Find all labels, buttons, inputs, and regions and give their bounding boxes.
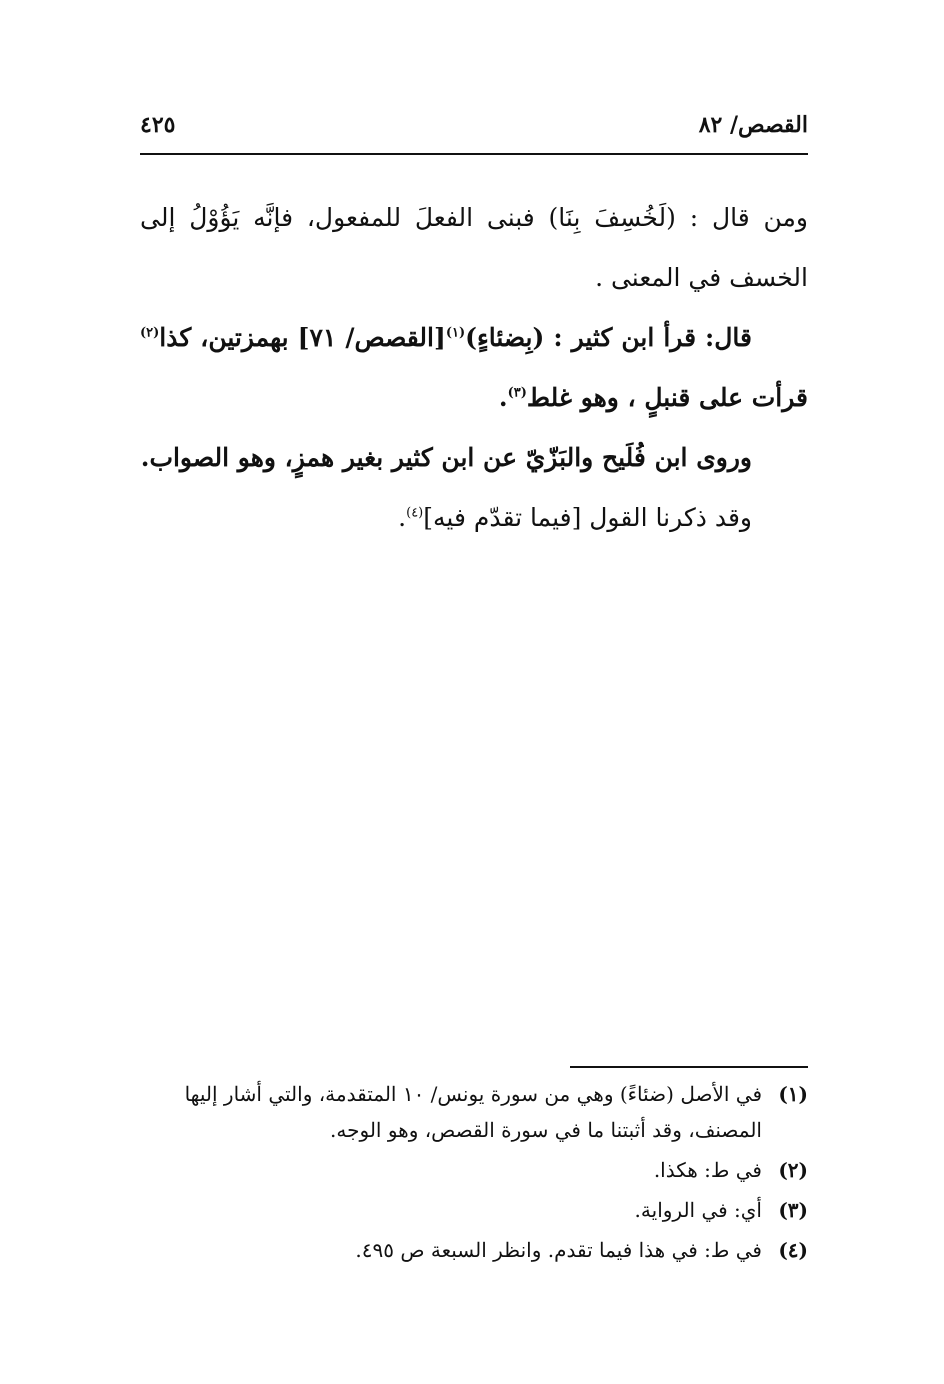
paragraph-4 bbox=[140, 488, 808, 548]
paragraph-2-part-b: [القصص/ ٧١] بهمزتين، كذا bbox=[159, 323, 446, 352]
page-number: ٤٢٥ bbox=[140, 112, 176, 138]
footnote-ref-2[interactable]: (٢) bbox=[140, 325, 160, 341]
footnote-number: (١) bbox=[778, 1082, 808, 1106]
footnote-number: (٣) bbox=[778, 1198, 808, 1222]
footnote-text: في الأصل (ضئاءً) وهي من سورة يونس/ ١٠ المتقدمة، والتي أشار إليها المصنف، وقد أثبتنا ما في سورة القصص، وهو الوجه. bbox=[184, 1082, 762, 1142]
footnote-rule bbox=[570, 1066, 808, 1068]
paragraph-4-part-b: . bbox=[398, 503, 407, 532]
footnote-ref-1[interactable]: (١) bbox=[445, 325, 466, 341]
footnotes bbox=[140, 1076, 808, 1272]
paragraph-2-part-a: قال: قرأ ابن كثير : (بِضئاءٍ) bbox=[465, 323, 753, 352]
main-text bbox=[140, 188, 808, 548]
paragraph-3: وروى ابن فُلَيح والبَزّيّ عن ابن كثير بغير همزٍ، وهو الصواب. bbox=[140, 443, 752, 472]
surah-reference: القصص/ ٨٢ bbox=[698, 112, 808, 138]
footnote-ref-3[interactable]: (٣) bbox=[507, 385, 527, 401]
paragraph-2-part-d: . bbox=[498, 383, 508, 412]
paragraph-2 bbox=[140, 308, 808, 428]
footnote-4 bbox=[140, 1232, 808, 1268]
footnote-number: (٤) bbox=[778, 1238, 808, 1262]
header-rule bbox=[140, 153, 808, 155]
running-header bbox=[140, 112, 808, 148]
footnote-text: أي: في الرواية. bbox=[634, 1198, 762, 1222]
footnote-1 bbox=[140, 1076, 808, 1148]
paragraph-4-part-a: وقد ذكرنا القول [فيما تقدّم فيه] bbox=[423, 503, 752, 532]
footnote-number: (٢) bbox=[778, 1158, 808, 1182]
paragraph-2-part-c: قرأت على قنبلٍ ، وهو غلط bbox=[526, 383, 808, 412]
footnote-ref-4[interactable]: (٤) bbox=[406, 505, 424, 521]
paragraph-1: ومن قال : (لَخُسِفَ بِنَا) فبنى الفعلَ للمفعول، فإنَّه يَؤُوْلُ إلى الخسف في المعنى . bbox=[140, 203, 808, 292]
footnote-3 bbox=[140, 1192, 808, 1228]
footnote-2 bbox=[140, 1152, 808, 1188]
footnote-text: في ط: في هذا فيما تقدم. وانظر السبعة ص ٤٩٥. bbox=[355, 1238, 762, 1262]
footnote-text: في ط: هكذا. bbox=[653, 1158, 762, 1182]
